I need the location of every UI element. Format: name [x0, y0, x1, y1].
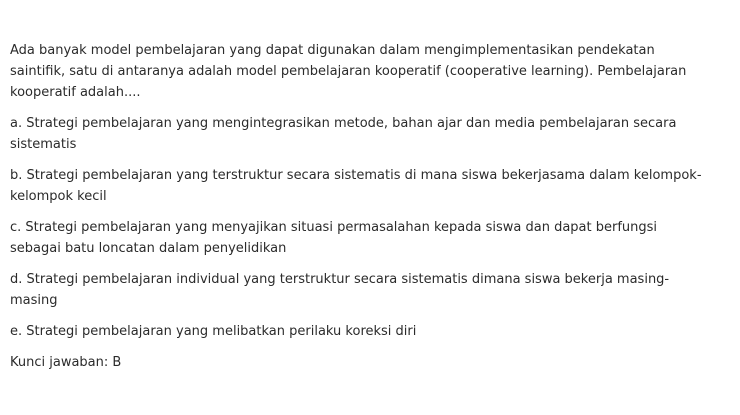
- option-e: e. Strategi pembelajaran yang melibatkan perilaku koreksi diri: [10, 324, 417, 339]
- question-text: Ada banyak model pembelajaran yang dapat digunakan dalam mengimplementasikan pendekatan saintifik, satu di antaranya adalah model pembelajaran kooperatif (cooperative learning). Pembelajaran kooperatif adalah....: [10, 43, 687, 100]
- option-d: d. Strategi pembelajaran individual yang terstruktur secara sistematis dimana siswa bekerja masing-masing: [10, 272, 670, 308]
- option-b: b. Strategi pembelajaran yang terstruktur secara sistematis di mana siswa bekerjasama dalam kelompok-kelompok kecil: [10, 168, 702, 204]
- answer-key: Kunci jawaban: B: [10, 355, 122, 370]
- quiz-content: [10, 40, 710, 383]
- option-a: a. Strategi pembelajaran yang mengintegrasikan metode, bahan ajar dan media pembelajaran secara sistematis: [10, 116, 677, 152]
- option-c: c. Strategi pembelajaran yang menyajikan situasi permasalahan kepada siswa dan dapat berfungsi sebagai batu loncatan dalam penyelidikan: [10, 220, 658, 256]
